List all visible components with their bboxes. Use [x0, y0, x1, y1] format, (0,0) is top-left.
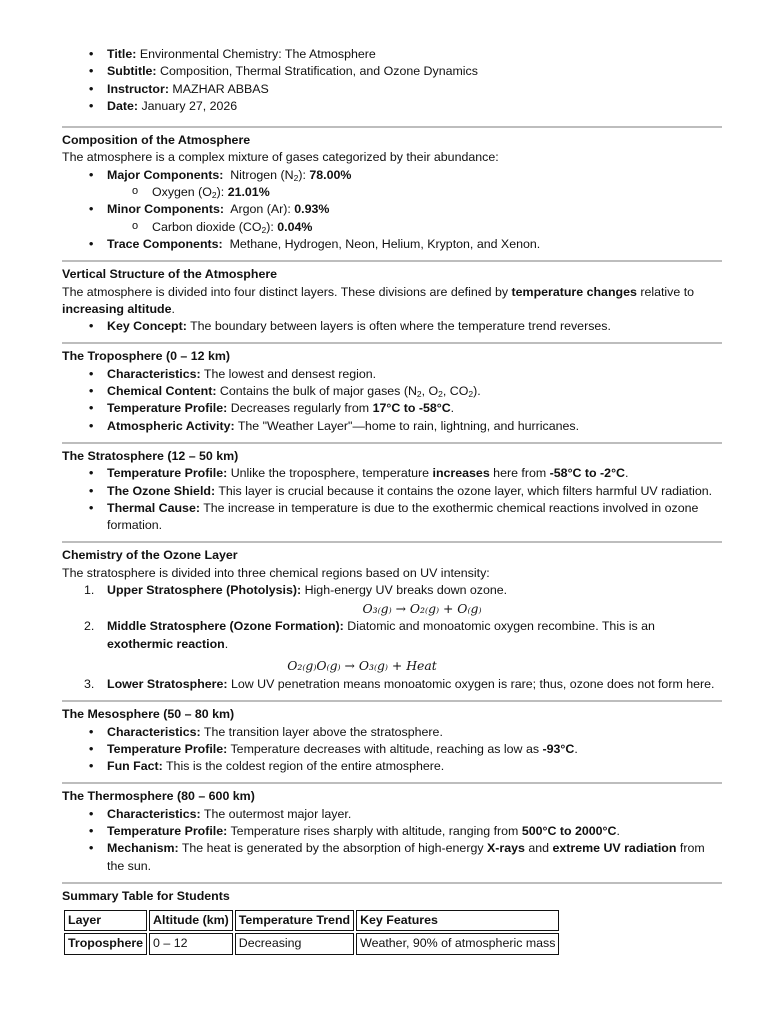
- table-cell: Decreasing: [235, 933, 354, 954]
- table-cell: Troposphere: [64, 933, 147, 954]
- title-item: • Title: Environmental Chemistry: The Atmosphere: [62, 46, 722, 63]
- co2-item: o Carbon dioxide $(CO_2)$: 0.04%: [62, 219, 722, 236]
- list-item: 2. Middle Stratosphere (Ozone Formation): Diatomic and monoatomic oxygen recombine. This is an exothermic reaction.: [84, 619, 655, 651]
- section-heading-stratosphere: The Stratosphere (12 – 50 km): [62, 448, 239, 463]
- summary-table: [62, 908, 561, 957]
- instructor-name: MAZHAR ABBAS: [172, 81, 269, 96]
- document-page: [62, 46, 722, 957]
- list-item: • Temperature Profile: Unlike the troposphere, temperature increases here from -58°C to -2°C.: [62, 465, 722, 482]
- list-item: • Temperature Profile: Decreases regularly from 17°C to -58°C.: [62, 400, 722, 417]
- divider: [62, 700, 722, 702]
- ozone-list: [62, 582, 722, 599]
- divider: [62, 260, 722, 262]
- column-header: Key Features: [356, 910, 559, 931]
- column-header: Altitude (km): [149, 910, 233, 931]
- divider: [62, 882, 722, 884]
- troposphere-list: [62, 366, 722, 435]
- section-heading-vertical: Vertical Structure of the Atmosphere: [62, 267, 278, 282]
- table-header-row: [64, 910, 559, 931]
- list-item: • Chemical Content: Contains the bulk of major gases ($N_2$, $O_2$, $CO_2$).: [62, 383, 722, 400]
- divider: [62, 126, 722, 128]
- section-heading-composition: Composition of the Atmosphere: [62, 133, 251, 148]
- list-item: • Characteristics: The transition layer above the stratosphere.: [62, 724, 722, 741]
- divider: [62, 442, 722, 444]
- table-cell: Weather, 90% of atmospheric mass: [356, 933, 559, 954]
- divider: [62, 342, 722, 344]
- list-item: • Temperature Profile: Temperature rises sharply with altitude, ranging from 500°C to 2000°C.: [62, 823, 722, 840]
- header-list: [62, 46, 722, 115]
- date-item: • Date: January 27, 2026: [62, 98, 722, 115]
- section-heading-thermosphere: The Thermosphere (80 – 600 km): [62, 789, 255, 804]
- mesosphere-list: [62, 724, 722, 776]
- vertical-list: [62, 318, 722, 335]
- divider: [62, 782, 722, 784]
- divider: [62, 541, 722, 543]
- major-components-item: • Major Components: Nitrogen $(N_2)$: 78.00%: [62, 167, 722, 184]
- list-item: 3. Lower Stratosphere: Low UV penetration means monoatomic oxygen is rare; thus, ozone does not form here.: [84, 676, 715, 691]
- trace-components-item: • Trace Components: Methane, Hydrogen, Neon, Helium, Krypton, and Xenon.: [62, 236, 722, 253]
- document-title: Environmental Chemistry: The Atmosphere: [139, 47, 376, 61]
- list-item: 1. Upper Stratosphere (Photolysis): High-energy UV breaks down ozone.: [84, 583, 508, 598]
- stratosphere-list: [62, 465, 722, 534]
- minor-components-item: • Minor Components: Argon (Ar): 0.93%: [62, 201, 722, 218]
- section-heading-mesosphere: The Mesosphere (50 – 80 km): [62, 707, 235, 722]
- section-heading-ozone: Chemistry of the Ozone Layer: [62, 548, 238, 563]
- subtitle-item: • Subtitle: Composition, Thermal Stratification, and Ozone Dynamics: [62, 63, 722, 80]
- list-item: • Atmospheric Activity: The "Weather Layer"—home to rain, lightning, and hurricanes.: [62, 418, 722, 435]
- table-cell: 0 – 12: [149, 933, 233, 954]
- list-item: • The Ozone Shield: This layer is crucial because it contains the ozone layer, which filters harmful UV radiation.: [62, 483, 722, 500]
- ozone-list-cont: [62, 618, 722, 653]
- list-item: • Fun Fact: This is the coldest region of the entire atmosphere.: [62, 758, 722, 775]
- section-heading-troposphere: The Troposphere (0 – 12 km): [62, 349, 231, 364]
- thermosphere-list: [62, 806, 722, 875]
- ozone-intro: The stratosphere is divided into three chemical regions based on UV intensity:: [62, 565, 490, 580]
- list-item: • Characteristics: The outermost major layer.: [62, 806, 722, 823]
- column-header: Layer: [64, 910, 147, 931]
- oxygen-item: o Oxygen $(O_2)$: 21.01%: [62, 184, 722, 201]
- list-item: • Characteristics: The lowest and densest region.: [62, 366, 722, 383]
- composition-intro: The atmosphere is a complex mixture of gases categorized by their abundance:: [62, 150, 499, 165]
- composition-list: [62, 167, 722, 253]
- column-header: Temperature Trend: [235, 910, 354, 931]
- document-date: January 27, 2026: [141, 98, 238, 113]
- key-concept-item: • Key Concept: The boundary between layers is often where the temperature trend reverses.: [62, 318, 722, 335]
- equation-ozone-formation: O₂₍g₎O₍g₎ → O₃₍g₎ + Heat: [287, 657, 437, 673]
- equation-photolysis: O₃₍g₎ → O₂₍g₎ + O₍g₎: [362, 601, 482, 617]
- vertical-intro: The atmosphere is divided into four distinct layers. These divisions are defined by temperature changes relative to increasing altitude.: [62, 284, 695, 316]
- list-item: • Temperature Profile: Temperature decreases with altitude, reaching as low as -93°C.: [62, 741, 722, 758]
- list-item: • Mechanism: The heat is generated by the absorption of high-energy X-rays and extreme UV radiation from the sun.: [62, 840, 722, 875]
- table-row: [64, 933, 559, 954]
- section-heading-summary: Summary Table for Students: [62, 888, 230, 903]
- ozone-list-end: [62, 676, 722, 693]
- list-item: • Thermal Cause: The increase in temperature is due to the exothermic chemical reactions involved in ozone formation.: [62, 500, 722, 535]
- document-subtitle: Composition, Thermal Stratification, and Ozone Dynamics: [160, 64, 478, 79]
- instructor-item: • Instructor: MAZHAR ABBAS: [62, 81, 722, 98]
